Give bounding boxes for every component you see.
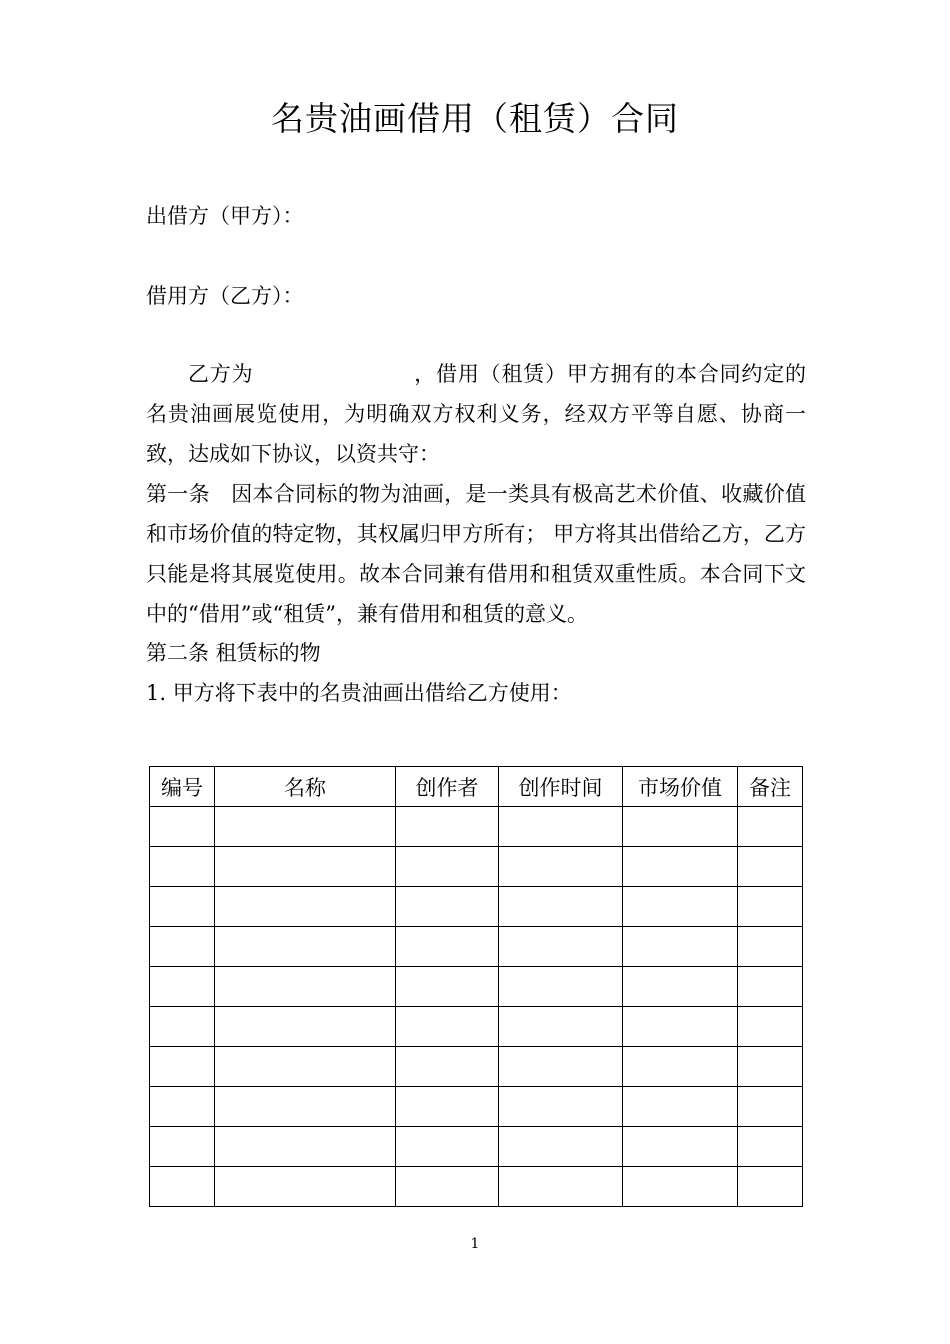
header-remarks: 备注 [738,767,803,807]
table-cell [215,887,396,927]
table-cell [396,1047,499,1087]
table-cell [215,1127,396,1167]
table-cell [738,1087,803,1127]
table-cell [623,807,738,847]
table-cell [499,927,623,967]
table-cell [215,927,396,967]
table-row [150,887,803,927]
table-cell [623,1087,738,1127]
table-row [150,1127,803,1167]
table-cell [499,1087,623,1127]
header-market-value: 市场价值 [623,767,738,807]
table-cell [738,1127,803,1167]
article-2-heading: 第二条 租赁标的物 [146,641,321,665]
table-row [150,807,803,847]
table-cell [150,887,215,927]
table-cell [623,1167,738,1207]
table-cell [215,1047,396,1087]
table-cell [396,887,499,927]
table-cell [623,967,738,1007]
table-cell [623,927,738,967]
table-cell [738,1167,803,1207]
contract-title: 名贵油画借用（租赁）合同 [271,99,679,138]
table-row [150,847,803,887]
paintings-table [149,766,803,1207]
table-cell [396,1127,499,1167]
table-cell [738,1047,803,1087]
header-creator: 创作者 [396,767,499,807]
table-cell [150,1047,215,1087]
table-body [150,807,803,1207]
table-cell [215,847,396,887]
table-cell [499,1127,623,1167]
table-cell [738,887,803,927]
table-cell [150,1167,215,1207]
table-row [150,927,803,967]
table-cell [499,1167,623,1207]
table-cell [499,967,623,1007]
lender-label: 出借方（甲方）： [146,204,304,228]
table-cell [499,1047,623,1087]
table-cell [623,1127,738,1167]
table-cell [623,847,738,887]
table-cell [623,887,738,927]
header-creation-time: 创作时间 [499,767,623,807]
table-cell [396,807,499,847]
table-cell [150,967,215,1007]
table-cell [396,1007,499,1047]
table-cell [499,887,623,927]
article-1: 第一条 因本合同标的物为油画，是一类具有极高艺术价值、收藏价值和市场价值的特定物，其权属归甲方所有； 甲方将其出借给乙方，乙方只能是将其展览使用。故本合同兼有借用和租赁双重性质。本合同下文中的“借用”或“租赁”，兼有借用和租赁的意义。 [146,482,806,626]
borrower-label: 借用方（乙方）： [146,284,304,308]
table-cell [215,967,396,1007]
table-cell [738,807,803,847]
table-cell [499,807,623,847]
table-cell [396,1167,499,1207]
intro-suffix: ，借用（租赁）甲方拥有的本合同约定的名贵油画展览使用，为明确双方权利义务，经双方平等自愿、协商一致，达成如下协议，以资共守： [146,362,807,466]
table-cell [738,927,803,967]
table-cell [150,807,215,847]
table-cell [396,847,499,887]
table-cell [215,1007,396,1047]
table-row [150,1167,803,1207]
table-cell [396,927,499,967]
intro-paragraph [146,354,806,474]
table-cell [396,1087,499,1127]
table-cell [499,847,623,887]
table-cell [738,967,803,1007]
table-cell [396,967,499,1007]
table-cell [215,1087,396,1127]
table-cell [499,1007,623,1047]
table-header-row [150,767,803,807]
table-cell [215,1167,396,1207]
table-cell [150,1087,215,1127]
item-1: 1. 甲方将下表中的名贵油画出借给乙方使用： [146,681,572,705]
table-cell [738,1007,803,1047]
table-cell [150,927,215,967]
table-cell [150,1007,215,1047]
header-number: 编号 [150,767,215,807]
table-cell [623,1047,738,1087]
table-cell [623,1007,738,1047]
table-row [150,1047,803,1087]
table-row [150,1007,803,1047]
table-row [150,1087,803,1127]
table-cell [215,807,396,847]
table-cell [150,847,215,887]
table-cell [150,1127,215,1167]
header-name: 名称 [215,767,396,807]
table-cell [738,847,803,887]
page-number: 1 [470,1236,480,1252]
table-row [150,967,803,1007]
intro-prefix: 乙方为 [188,362,254,386]
